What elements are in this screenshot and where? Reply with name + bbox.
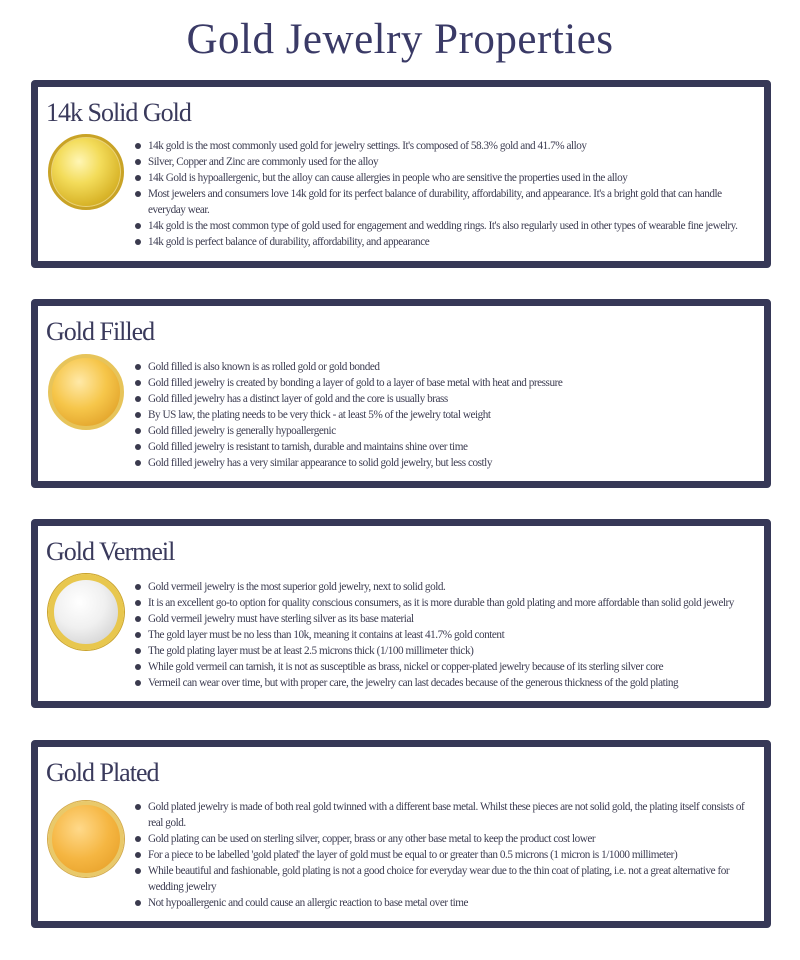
list-item: Gold plated jewelry is made of both real gold twinned with a different base metal. Whilst these pieces are not solid gold, the plating itself consists of real gold.	[134, 799, 756, 831]
gold-coin-icon	[48, 134, 124, 210]
list-item: Most jewelers and consumers love 14k gold for its perfect balance of durability, affordability, and appearance. It's a bright gold that can handle everyday wear.	[134, 186, 756, 218]
list-item: Gold filled is also known is as rolled gold or gold bonded	[134, 359, 756, 375]
gold-coin-icon	[48, 801, 124, 877]
list-item: While beautiful and fashionable, gold plating is not a good choice for everyday wear due to the thin coat of plating, i.e. not a great alternative for wedding jewelry	[134, 863, 756, 895]
list-item: Gold vermeil jewelry is the most superior gold jewelry, next to solid gold.	[134, 579, 756, 595]
list-item: Gold filled jewelry has a very similar appearance to solid gold jewelry, but less costly	[134, 455, 756, 471]
section-title: Gold Filled	[46, 317, 155, 346]
list-item: While gold vermeil can tarnish, it is not as susceptible as brass, nickel or copper-plated jewelry because of its sterling silver core	[134, 659, 756, 675]
list-item: Gold filled jewelry is created by bonding a layer of gold to a layer of base metal with heat and pressure	[134, 375, 756, 391]
list-item: 14k Gold is hypoallergenic, but the alloy can cause allergies in people who are sensitive the properties used in the alloy	[134, 170, 756, 186]
list-item: It is an excellent go-to option for quality conscious consumers, as it is more durable than gold plating and more affordable than solid gold jewelry	[134, 595, 756, 611]
section-gold-filled	[31, 299, 771, 488]
section-gold-plated	[31, 740, 771, 928]
section-title: Gold Plated	[46, 758, 159, 787]
list-item: Gold vermeil jewelry must have sterling silver as its base material	[134, 611, 756, 627]
list-item: Gold filled jewelry is generally hypoallergenic	[134, 423, 756, 439]
bullet-list	[134, 799, 756, 911]
list-item: Gold plating can be used on sterling silver, copper, brass or any other base metal to keep the product cost lower	[134, 831, 756, 847]
list-item: 14k gold is the most commonly used gold for jewelry settings. It's composed of 58.3% gold and 41.7% alloy	[134, 138, 756, 154]
bullet-list	[134, 138, 756, 250]
gold-coin-icon	[48, 354, 124, 430]
page-title: Gold Jewelry Properties	[186, 16, 614, 63]
list-item: Vermeil can wear over time, but with proper care, the jewelry can last decades because of the generous thickness of the gold plating	[134, 675, 756, 691]
list-item: The gold plating layer must be at least 2.5 microns thick (1/100 millimeter thick)	[134, 643, 756, 659]
list-item: 14k gold is the most common type of gold used for engagement and wedding rings. It's also regularly used in other types of wearable fine jewelry.	[134, 218, 756, 234]
section-14k-solid-gold	[31, 80, 771, 268]
section-title: 14k Solid Gold	[46, 98, 191, 127]
silver-coin-gold-rim-icon	[48, 574, 124, 650]
list-item: Gold filled jewelry has a distinct layer of gold and the core is usually brass	[134, 391, 756, 407]
list-item: By US law, the plating needs to be very thick - at least 5% of the jewelry total weight	[134, 407, 756, 423]
list-item: Silver, Copper and Zinc are commonly used for the alloy	[134, 154, 756, 170]
list-item: Not hypoallergenic and could cause an allergic reaction to base metal over time	[134, 895, 756, 911]
list-item: Gold filled jewelry is resistant to tarnish, durable and maintains shine over time	[134, 439, 756, 455]
list-item: For a piece to be labelled 'gold plated' the layer of gold must be equal to or greater than 0.5 microns (1 micron is 1/1000 millimeter)	[134, 847, 756, 863]
bullet-list	[134, 359, 756, 471]
section-title: Gold Vermeil	[46, 537, 175, 566]
list-item: The gold layer must be no less than 10k, meaning it contains at least 41.7% gold content	[134, 627, 756, 643]
list-item: 14k gold is perfect balance of durability, affordability, and appearance	[134, 234, 756, 250]
bullet-list	[134, 579, 756, 691]
section-gold-vermeil	[31, 519, 771, 708]
